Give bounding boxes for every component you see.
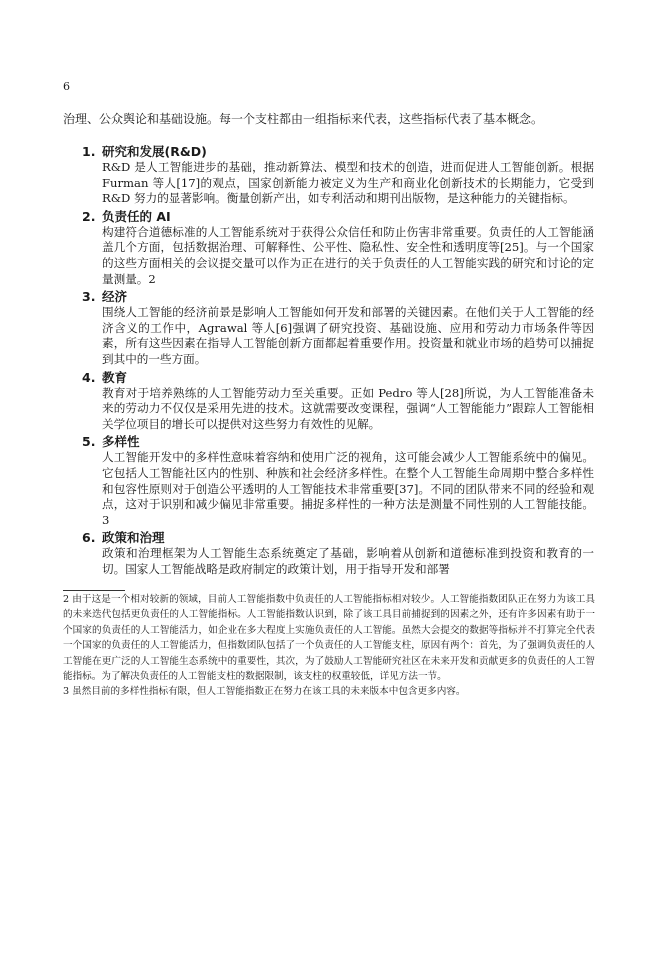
pillar-title: 教育 bbox=[102, 369, 128, 385]
pillar-item-diversity bbox=[82, 433, 594, 528]
pillar-number: 3. bbox=[82, 289, 96, 305]
pillar-title: 政策和治理 bbox=[102, 530, 165, 546]
pillar-heading bbox=[82, 369, 594, 386]
pillar-item-education bbox=[82, 369, 594, 433]
pillar-body: 政策和治理框架为人工智能生态系统奠定了基础，影响着从创新和道德标准到投资和教育的一切。国家人工智能战略是政府制定的政策计划，用于指导开发和部署 bbox=[102, 546, 594, 576]
pillar-number: 1. bbox=[82, 144, 96, 159]
pillar-title: 经济 bbox=[102, 289, 128, 305]
pillar-heading bbox=[82, 143, 594, 160]
pillar-body: 围绕人工智能的经济前景是影响人工智能如何开发和部署的关键因素。在他们关于人工智能的经济含义的工作中，Agrawal 等人[6]强调了研究投资、基础设施、应用和劳动力市场条件等因素，所有这些因素在指导人工智能创新方面都起着重要作用。投资量和就业市场的趋势可以捕捉到其中的一些方面。 bbox=[102, 305, 594, 366]
footnote-3: 3 虽然目前的多样性指标有限，但人工智能指数正在努力在该工具的未来版本中包含更多内容。 bbox=[63, 686, 466, 698]
pillar-item-policy-governance bbox=[82, 529, 594, 577]
pillar-item-responsible-ai bbox=[82, 208, 594, 287]
pillar-body: R&D 是人工智能进步的基础，推动新算法、模型和技术的创造，进而促进人工智能创新。根据 Furman 等人[17]的观点，国家创新能力被定义为生产和商业化创新技术的长期能力，它受到 R&D 努力的显著影响。衡量创新产出，如专利活动和期刊出版物，是这种能力的关键指标。 bbox=[102, 160, 594, 206]
pillar-heading bbox=[82, 288, 594, 305]
pillar-heading bbox=[82, 529, 594, 546]
pillar-heading bbox=[82, 433, 594, 450]
pillar-number: 2. bbox=[82, 208, 96, 224]
page-number: 6 bbox=[63, 80, 70, 93]
pillar-item-rnd bbox=[82, 143, 594, 207]
pillar-list bbox=[82, 143, 594, 578]
pillar-number: 4. bbox=[82, 369, 96, 385]
pillar-body: 人工智能开发中的多样性意味着容纳和使用广泛的视角，这可能会减少人工智能系统中的偏见。它包括人工智能社区内的性别、种族和社会经济多样性。在整个人工智能生命周期中整合多样性和包容性原则对于创造公平透明的人工智能技术非常重要[37]。不同的团队带来不同的经验和观点，这对于识别和减少偏见非常重要。捕捉多样性的一种方法是测量不同性别的人工智能技能。3 bbox=[102, 450, 594, 527]
pillar-title: 多样性 bbox=[102, 434, 140, 450]
footnote-divider bbox=[63, 590, 125, 591]
pillar-body: 教育对于培养熟练的人工智能劳动力至关重要。正如 Pedro 等人[28]所说，为人工智能准备未来的劳动力不仅仅是采用先进的技术。这就需要改变课程，强调“人工智能能力”跟踪人工智能相关学位项目的增长可以提供对这些努力有效性的见解。 bbox=[102, 385, 594, 431]
footnote-2: 2 由于这是一个相对较新的领域，目前人工智能指数中负责任的人工智能指标相对较少。人工智能指数团队正在努力为该工具的未来迭代包括更负责任的人工智能指标。人工智能指数认识到，除了该工具目前捕捉到的因素之外，还有许多因素有助于一个国家的负责任的人工智能活力，如企业在多大程度上实施负责任的人工智能。虽然大会提交的数据等指标并不打算完全代表一个国家的负责任的人工智能活力，但指数团队包括了一个负责任的人工智能支柱，原因有两个：首先，为了强调负责任的人工智能在更广泛的人工智能生态系统中的重要性，其次，为了鼓励人工智能研究社区在未来开发和贡献更多的负责任的人工智能指标。为了解决负责任的人工智能支柱的数据限制，该支柱的权重较低，详见方法一节。 bbox=[63, 594, 595, 683]
pillar-body: 构建符合道德标准的人工智能系统对于获得公众信任和防止伤害非常重要。负责任的人工智能涵盖几个方面，包括数据治理、可解释性、公平性、隐私性、安全性和透明度等[25]。与一个国家的这些方面相关的会议提交量可以作为正在进行的关于负责任的人工智能实践的研究和讨论的定量测量。2 bbox=[102, 224, 594, 286]
pillar-title: 研究和发展(R&D) bbox=[102, 144, 207, 159]
pillar-number: 6. bbox=[82, 530, 96, 546]
pillar-title: 负责任的 AI bbox=[102, 208, 171, 224]
footnotes bbox=[63, 592, 595, 700]
pillar-number: 5. bbox=[82, 434, 96, 450]
pillar-heading bbox=[82, 208, 594, 225]
intro-paragraph: 治理、公众舆论和基础设施。每一个支柱都由一组指标来代表，这些指标代表了基本概念。 bbox=[63, 112, 544, 126]
pillar-item-economy bbox=[82, 288, 594, 367]
